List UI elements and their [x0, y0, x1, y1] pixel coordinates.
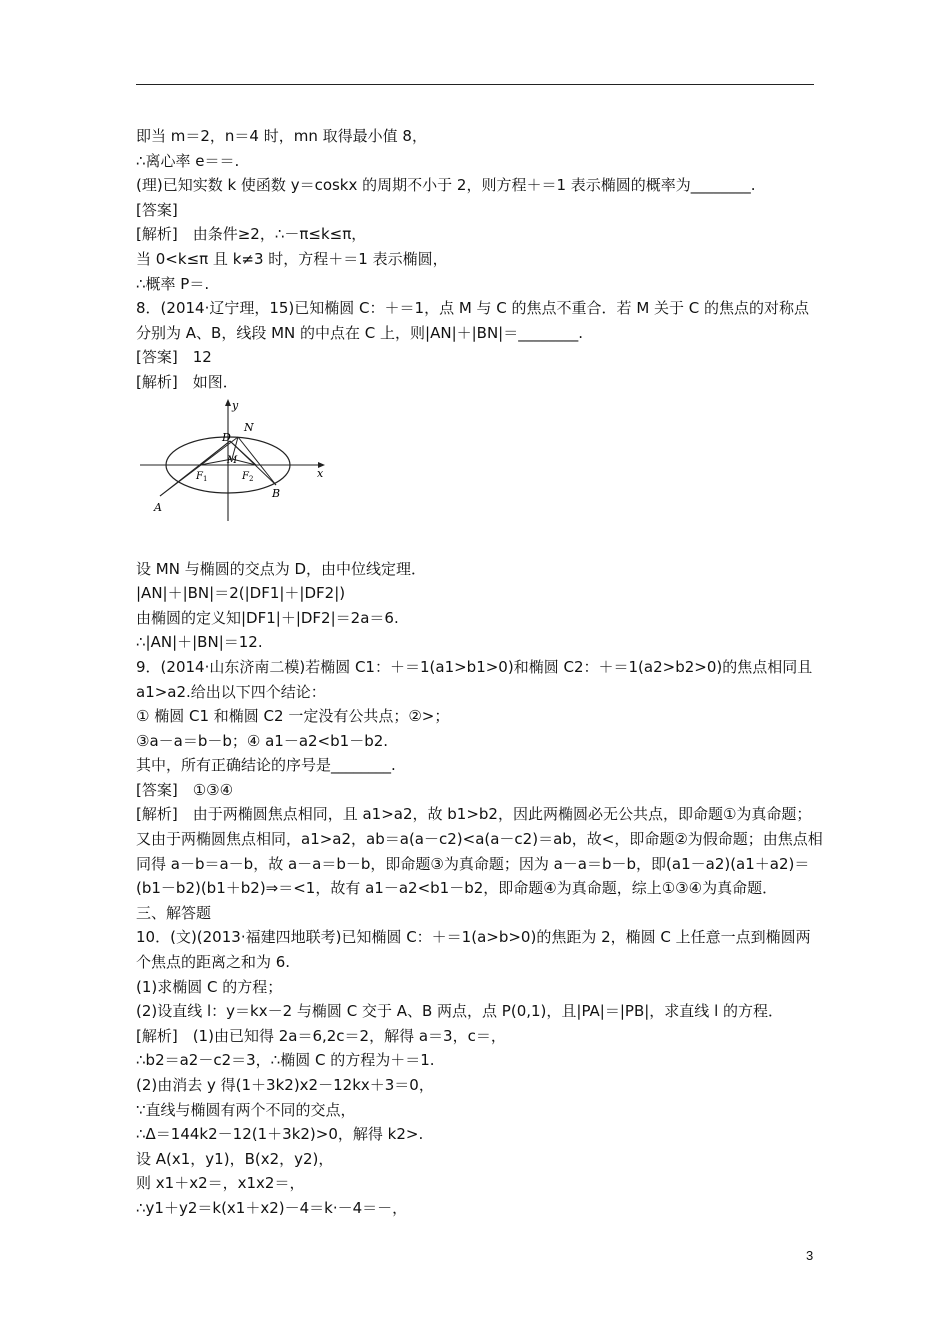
ellipse-diagram [136, 397, 336, 529]
text-line: ∴y1＋y2＝k(x1＋x2)－4＝k·－4＝－， [136, 1198, 408, 1217]
text-line: 同得 a－b＝a－b，故 a－a＝b－b，即命题③为真命题；因为 a－a＝b－b，即(a1－a2)(a1＋a2)＝ [136, 854, 810, 873]
label-d: D [222, 430, 231, 444]
label-f1: $F_1$ [196, 470, 208, 483]
text-line: 当 0<k≤π 且 k≠3 时，方程＋＝1 表示椭圆， [136, 249, 448, 268]
text-line: [答案] [136, 200, 178, 219]
text-line: 由椭圆的定义知|DF1|＋|DF2|＝2a＝6. [136, 608, 399, 627]
text-line: |AN|＋|BN|＝2(|DF1|＋|DF2|) [136, 584, 346, 603]
text-block-after-figure [136, 557, 836, 1221]
page-number: 3 [806, 1248, 814, 1263]
label-x: x [317, 466, 324, 480]
text-line: [答案] ①③④ [136, 780, 234, 799]
text-line: a1>a2.给出以下四个结论： [136, 682, 326, 701]
text-line: 9．(2014·山东济南二模)若椭圆 C1：＋＝1(a1>b1>0)和椭圆 C2：＋＝1(a2>b2>0)的焦点相同且 [136, 657, 813, 676]
text-line: (2)由消去 y 得(1＋3k2)x2－12kx＋3＝0， [136, 1076, 434, 1094]
text-line: ∴b2＝a2－c2＝3，∴椭圆 C 的方程为＋＝1. [136, 1051, 435, 1070]
text-line: ① 椭圆 C1 和椭圆 C2 一定没有公共点；②>； [136, 707, 450, 726]
text-line: 设 A(x1，y1)，B(x2，y2)， [136, 1149, 334, 1168]
text-line: 即当 m＝2，n＝4 时，mn 取得最小值 8， [136, 127, 427, 145]
text-line: 则 x1＋x2＝，x1x2＝， [136, 1174, 305, 1193]
label-n: N [244, 420, 254, 434]
text-line: 8．(2014·辽宁理，15)已知椭圆 C：＋＝1，点 M 与 C 的焦点不重合．若 M 关于 C 的焦点的对称点 [136, 299, 810, 318]
text-line: [答案] 12 [136, 348, 212, 367]
segment-d-f1 [200, 441, 230, 465]
label-m: M [227, 454, 238, 466]
text-line: [解析] 由于两椭圆焦点相同，且 a1>a2，故 b1>b2，因此两椭圆必无公共点，即命题①为真命题； [136, 805, 812, 824]
text-line: 其中，所有正确结论的序号是________. [136, 756, 396, 775]
text-line: ∴Δ＝144k2－12(1＋3k2)>0，解得 k2>. [136, 1125, 424, 1144]
text-line: 设 MN 与椭圆的交点为 D，由中位线定理． [136, 559, 427, 578]
ellipse-figure [136, 395, 836, 557]
text-line: ∴概率 P＝. [136, 274, 210, 293]
text-block-before-figure [136, 124, 836, 395]
text-line: 又由于两椭圆焦点相同，a1>a2，ab＝a(a－c2)<a(a－c2)＝ab，故<，即命题②为假命题；由焦点相 [136, 830, 823, 849]
text-line: 分别为 A、B，线段 MN 的中点在 C 上，则|AN|＋|BN|＝________. [136, 323, 584, 342]
text-line: ∵直线与椭圆有两个不同的交点， [136, 1100, 356, 1119]
text-line: 三、解答题 [136, 903, 212, 922]
text-line: (b1－b2)(b1＋b2)⇒＝<1，故有 a1－a2<b1－b2，即命题④为真命题，综上①③④为真命题． [136, 879, 778, 898]
label-f2: $F_2$ [242, 470, 254, 483]
text-line: 个焦点的距离之和为 6. [136, 953, 291, 972]
label-b: B [272, 486, 281, 500]
label-y: y [232, 398, 239, 412]
text-line: ∴离心率 e＝＝. [136, 151, 240, 170]
text-line: ③a－a＝b－b；④ a1－a2<b1－b2. [136, 731, 389, 750]
text-line: [解析] 由条件≥2，∴－π≤k≤π， [136, 225, 367, 244]
text-line: (理)已知实数 k 使函数 y＝coskx 的周期不小于 2，则方程＋＝1 表示椭圆的概率为________. [136, 176, 756, 195]
text-line: [解析] (1)由已知得 2a＝6,2c＝2，解得 a＝3，c＝， [136, 1026, 506, 1045]
text-line: (1)求椭圆 C 的方程； [136, 977, 283, 996]
y-axis-arrow-icon [225, 399, 231, 406]
text-line: ∴|AN|＋|BN|＝12. [136, 633, 263, 652]
label-a: A [154, 500, 162, 514]
page-content [136, 124, 836, 1221]
text-line: (2)设直线 l：y＝kx－2 与椭圆 C 交于 A、B 两点，点 P(0,1)，且|PA|＝|PB|，求直线 l 的方程． [136, 1002, 784, 1021]
text-line: 10．(文)(2013·福建四地联考)已知椭圆 C：＋＝1(a>b>0)的焦距为 2，椭圆 C 上任意一点到椭圆两 [136, 928, 811, 947]
header-rule [136, 84, 814, 85]
text-line: [解析] 如图． [136, 372, 238, 391]
